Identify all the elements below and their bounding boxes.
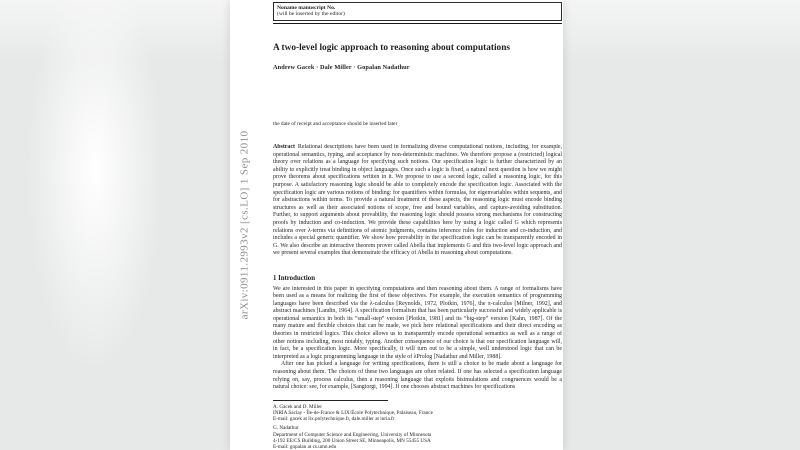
intro-paragraph-2: After one has picked a language for writing specifications, there is still a choice to be made about a language for reasoning about them. The choices of these two languages are often related. If one has selected a specification language relying on, say, process calculus, then a reasoning language that exploits bisimulations and congruences would be a natural choice: see, for example, [Sangiorgi, 1994]. If one chooses abstract machines for specifications xyxy=(273,361,562,391)
paper-page xyxy=(230,0,563,450)
header-rule xyxy=(273,23,562,25)
abstract-text: Relational descriptions have been used in formalizing diverse computational notions, including, for example, operational semantics, typing, and acceptance by non-deterministic machines. We therefore propose a (restricted) logical theory over relations as a language for specifying such notions. Our specification logic is further characterized by an ability to explicitly treat binding in object languages. Once such a logic is fixed, a natural next question is how we might prove theorems about specifications written in it. We propose to use a second logic, called a reasoning logic, for this purpose. A satisfactory reasoning logic should be able to completely encode the specification logic. Associated with the specification logic are various notions of binding: for quantifiers within formulas, for eigenvariables within sequents, and for abstractions within terms. To provide a natural treatment of these aspects, the reasoning logic must encode binding structures as well as their associated notions of scope, free and bound variables, and capture-avoiding substitution. Further, to support arguments about provability, the reasoning logic should possess strong mechanisms for constructing proofs by induction and co-induction. We provide these capabilities here by using a logic called G which represents relations over λ-terms via definitions of atomic judgments, contains inference rules for induction and co-induction, and includes a special generic quantifier. We show how provability in the specification logic can be transparently encoded in G. We also describe an interactive theorem prover called Abella that implements G and this two-level logic approach and we present several examples that demonstrate the efficacy of Abella in reasoning about computations. xyxy=(273,144,562,257)
footnote-block xyxy=(273,425,562,450)
section-heading-introduction: 1 Introduction xyxy=(273,275,315,282)
manuscript-note-box xyxy=(273,2,562,21)
footnote-rule xyxy=(273,400,388,401)
manuscript-note-line1: Noname manuscript No. xyxy=(277,4,336,11)
abstract xyxy=(273,144,562,258)
intro-paragraph-1: We are interested in this paper in specifying computations and then reasoning about them. A range of formalisms have been used as a means for realizing the first of these objectives. For example, the execution semantics of programming languages have been described via the λ-calculus [Reynolds, 1972, Plotkin, 1976], the π-calculus [Milner, 1992], and abstract machines [Landin, 1964]. A specification formalism that has been particularly successful and widely applicable is operational semantics in both its “small-step” version [Plotkin, 1981] and its “big-step” version [Kahn, 1987]. Of the many mature and flexible choices that can be made, we pick here relational specifications and their direct encoding as theories in restricted logics. This choice allows us to transparently encode operational semantics as well as a range of other notions including, most notably, typing. Another consequence of our choice is that our specification language will, in fact, be a specification logic. More specifically, it will turn out to be a simple, well understood logic that can be interpreted as a logic programming language in the style of λProlog [Nadathur and Miller, 1988]. xyxy=(273,285,562,360)
footnote-block xyxy=(273,404,562,423)
manuscript-note-line2: (will be inserted by the editor) xyxy=(277,11,345,18)
footnote-line: E-mail: gopalan at cs.umn.edu xyxy=(273,444,337,450)
author-line: Andrew Gacek · Dale Miller · Gopalan Nadathur xyxy=(273,63,410,71)
footnote-line: INRIA Saclay - Île-de-France & LIX/École Polytechnique, Palaiseau, France xyxy=(273,409,433,416)
paper-title: A two-level logic approach to reasoning about computations xyxy=(273,43,510,53)
footnote-line: Department of Computer Science and Engineering, University of Minnesota xyxy=(273,431,432,438)
dateline: the date of receipt and acceptance should be inserted later xyxy=(273,120,398,127)
footnote-line: E-mail: gacek at lix.polytechnique.fr, dale.miller at inria.fr xyxy=(273,416,395,423)
footnote-line: 4-192 EE/CS Building, 200 Union Street SE, Minneapolis, MN 55455 USA xyxy=(273,438,431,445)
footnote-line: A. Gacek and D. Miller xyxy=(273,403,322,410)
footnote-line: G. Nadathur xyxy=(273,425,299,432)
abstract-label: Abstract xyxy=(273,144,295,150)
arxiv-stamp-text: arXiv:0911.2993v2 [cs.LO] 1 Sep 2010 xyxy=(238,130,250,320)
footnotes xyxy=(273,404,562,450)
introduction-body xyxy=(273,286,562,392)
arxiv-stamp xyxy=(230,0,258,450)
